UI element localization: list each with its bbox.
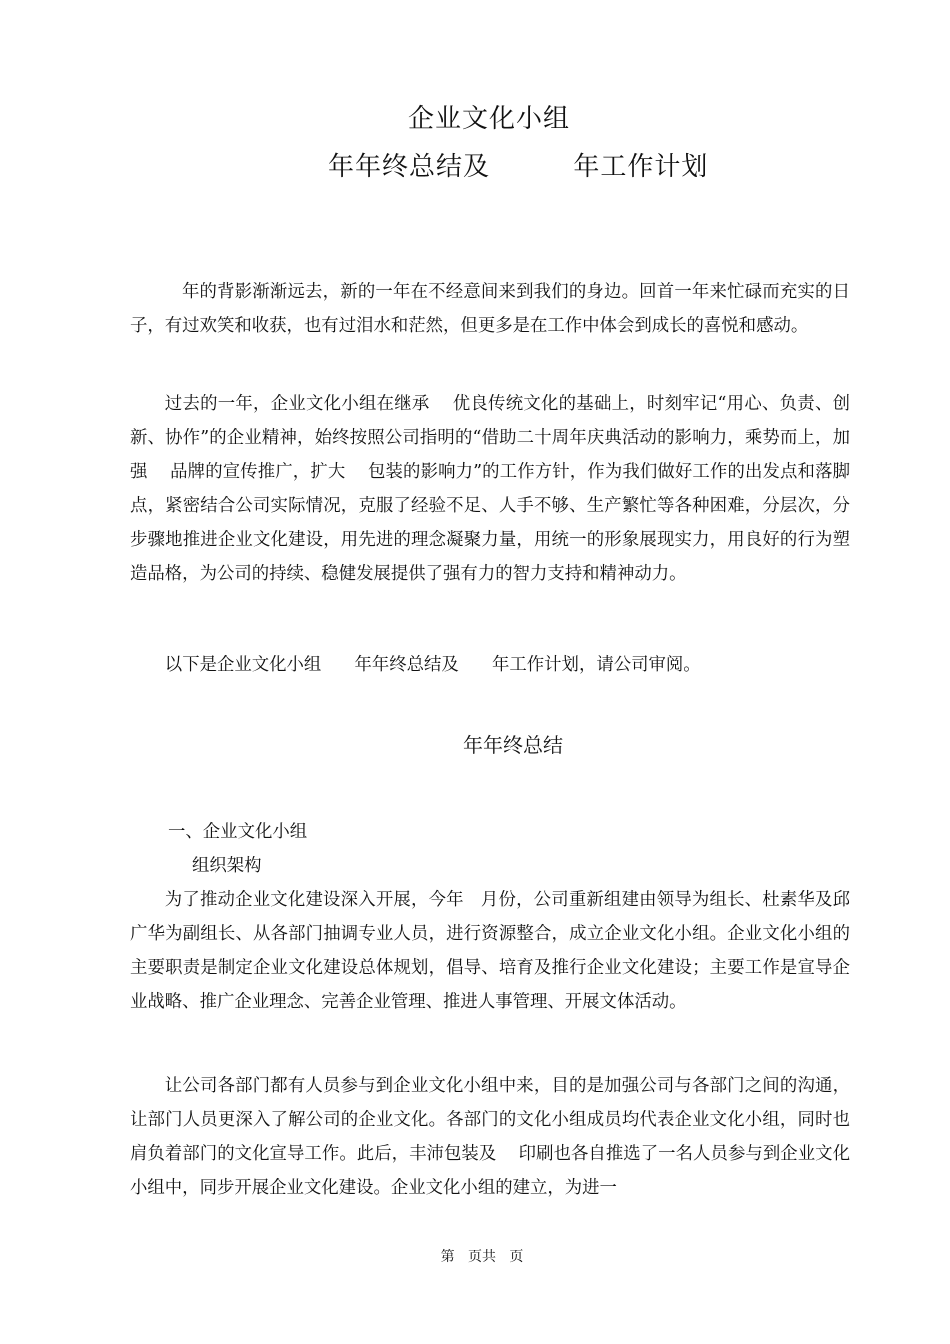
paragraph-text: 年的背影渐渐远去，新的一年在不经意间来到我们的身边。回首一年来忙碌而充实的日子，有过欢笑和收获，也有过泪水和茫然，但更多是在工作中体会到成长的喜悦和感动。 — [130, 282, 850, 336]
paragraph-text: 让公司各部门都有人员参与到企业文化小组中来，目的是加强公司与各部门之间的沟通，让部门人员更深入了解公司的企业文化。各部门的文化小组成员均代表企业文化小组，同时也肩负着部门的文化宣导工作。此后，丰沛包装及 印刷也各自推选了一名人员参与到企业文化小组中，同步开展企业文化建设。企业文化小组的建立，为进一 — [130, 1076, 850, 1198]
body-paragraph-2 — [130, 1069, 850, 1205]
section-title: 年年终总结 — [463, 733, 563, 757]
page-footer: 第 页共 页 — [440, 1249, 524, 1265]
paragraph-text: 为了推动企业文化建设深入开展，今年 月份，公司重新组建由领导为组长、杜素华及邱广华为副组长、从各部门抽调专业人员，进行资源整合，成立企业文化小组。企业文化小组的主要职责是制定企业文化建设总体规划，倡导、培育及推行企业文化建设；主要工作是宣导企业战略、推广企业理念、完善企业管理、推进人事管理、开展文体活动。 — [130, 890, 850, 1012]
intro-paragraph-2 — [130, 387, 850, 591]
intro-paragraph-1 — [130, 275, 850, 343]
paragraph-text: 过去的一年，企业文化小组在继承 优良传统文化的基础上，时刻牢记“用心、负责、创新、协作”的企业精神，始终按照公司指明的“借助二十周年庆典活动的影响力，乘势而上，加强 品牌的宣传推广，扩大 包装的影响力”的工作方针，作为我们做好工作的出发点和落脚点，紧密结合公司实际情况，克服了经验不足、人手不够、生产繁忙等各种困难，分层次，分步骤地推进企业文化建设，用先进的理念凝聚力量，用统一的形象展现实力，用良好的行为塑造品格，为公司的持续、稳健发展提供了强有力的智力支持和精神动力。 — [130, 394, 850, 584]
paragraph-text: 以下是企业文化小组 年年终总结及 年工作计划，请公司审阅。 — [164, 655, 701, 675]
document-title: 企业文化小组 — [407, 104, 570, 134]
heading-level-1: 一、企业文化小组 — [168, 822, 308, 842]
intro-paragraph-3 — [130, 648, 850, 682]
document-subtitle: 年年终总结及 年工作计划 — [328, 152, 709, 182]
heading-level-2: 组织架构 — [192, 856, 262, 876]
body-paragraph-1 — [130, 883, 850, 1019]
